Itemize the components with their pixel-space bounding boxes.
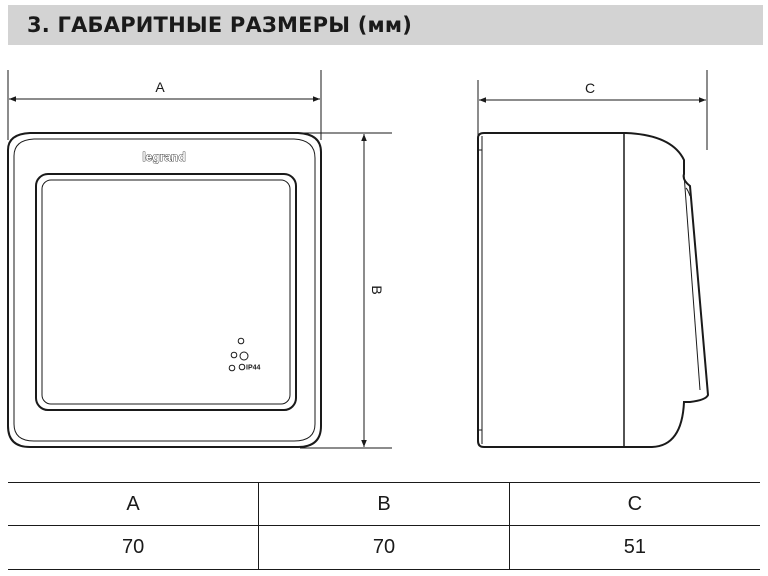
ip-rating-text: IP44 bbox=[246, 364, 261, 372]
section-title: 3. ГАБАРИТНЫЕ РАЗМЕРЫ (мм) bbox=[27, 13, 413, 37]
indicator-dot-top bbox=[238, 338, 244, 344]
front-view bbox=[8, 70, 392, 448]
side-view bbox=[478, 70, 708, 447]
dimension-a-label: A bbox=[155, 79, 165, 95]
table-value-c: 51 bbox=[509, 526, 760, 570]
indicator-dot-bottom bbox=[229, 365, 235, 371]
table-values-row bbox=[8, 526, 760, 570]
table-header-row bbox=[8, 483, 760, 526]
table-value-a: 70 bbox=[8, 526, 259, 570]
table-value-b: 70 bbox=[259, 526, 510, 570]
front-cover bbox=[36, 174, 296, 410]
svg-text:legrand: legrand bbox=[142, 150, 186, 164]
indicator-dot-center bbox=[240, 352, 248, 360]
table-header-cell-b: B bbox=[259, 483, 510, 526]
legrand-logo bbox=[142, 150, 185, 164]
side-body bbox=[478, 133, 708, 447]
table-header-cell-a: A bbox=[8, 483, 259, 526]
table-header-cell-c: C bbox=[509, 483, 760, 526]
dimensions-table bbox=[8, 482, 760, 570]
indicator-dot-left bbox=[231, 352, 237, 358]
indicator-dot-ip bbox=[239, 364, 245, 370]
dimension-b-label: B bbox=[369, 285, 385, 295]
dimension-c-label: C bbox=[584, 80, 596, 96]
